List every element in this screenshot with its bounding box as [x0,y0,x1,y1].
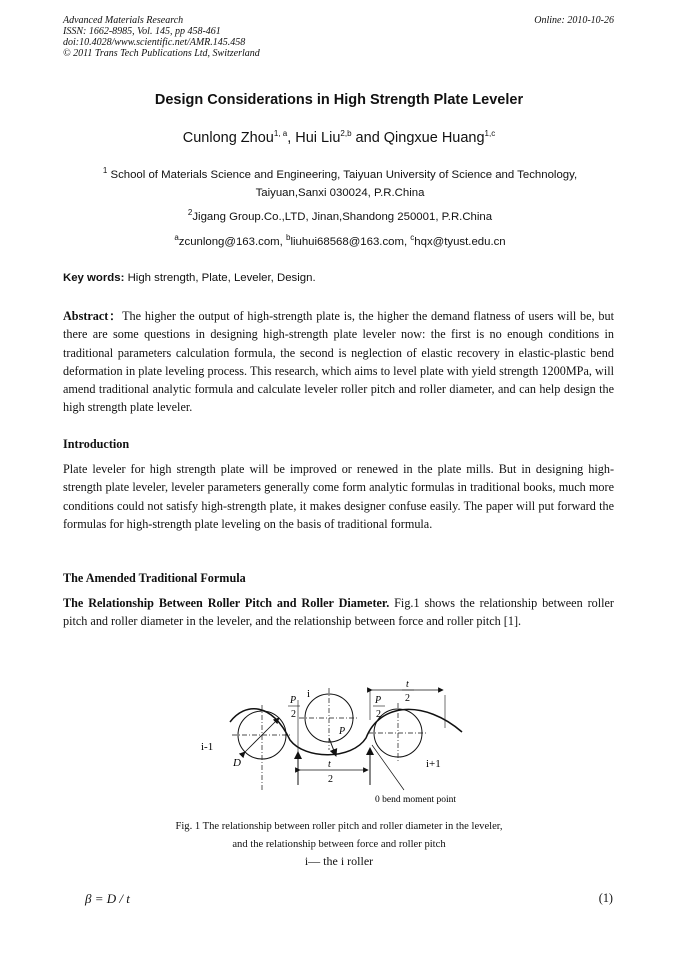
author-and: and [351,130,384,146]
abstract [63,307,614,417]
label-p-center: P [339,726,346,737]
label-i-plus-1: i+1 [426,758,441,770]
author-2-affil: 2,b [340,129,352,139]
label-t-top: t [406,679,409,690]
abstract-text: The higher the output of high-strength plate is, the higher the demand flatness of users will be, but there are some questions in designing high-strength plate leveler now: the first is no enough conditions in traditional parameters calculation formula, the second is neglection of elastic recovery in elastic-plastic bend deformation in plate leveling process. This research, which aims to level plate with yield strength 1200MPa, will amend traditional analytic formula and calculate leveler roller pitch and roller diameter, and can help design the high strength plate leveler. [63,309,614,415]
author-3: Qingxue Huang [383,130,485,146]
equation-number: (1) [598,891,613,905]
author-3-affil: 1,c [484,129,496,139]
label-p-left: P [290,695,297,706]
journal-header [63,15,260,59]
label-2-left: 2 [291,709,296,720]
label-bend-moment: 0 bend moment point [375,795,457,805]
online-date: Online: 2010-10-26 [534,15,614,26]
label-2-top: 2 [405,693,410,704]
author-list: Cunlong Zhou$^{1, a}$, Hui Liu$^{2,b}$ and Qingxue Huang$^{1,c}$ [182,129,496,146]
label-p-right: P [375,695,382,706]
section-paragraph [63,594,614,631]
author-2: Hui Liu [295,130,341,146]
label-i-minus-1: i-1 [201,741,214,753]
paper-title: Design Considerations in High Strength Plate Leveler [154,92,524,108]
figure-1-leveler-diagram [180,675,480,810]
label-2-bottom: 2 [328,774,333,785]
figure-caption-line3: i— the i roller [304,854,374,868]
introduction-text: Plate leveler for high strength plate will be improved or renewed in the plate mills. But in designing high-strength plate leveler, leveler parameters generally come form analytic formulas in traditional books, much more conditions could not satisfy high-strength plate, it makes designer confuse easily. The paper will put forward the formulas for high-strength plate leveling on the basis of traditional formula. [63,462,614,531]
copyright: © 2011 Trans Tech Publications Ltd, Switzerland [63,48,260,59]
keywords [63,272,316,284]
doi: doi:10.4028/www.scientific.net/AMR.145.458 [63,37,246,48]
affiliation-1: $^1$ School of Materials Science and Engineering, Taiyuan University of Science and Technology, Taiyuan,Sanxi 030024, P.R.China [102,166,578,199]
introduction-heading: Introduction [63,437,130,451]
label-t-bottom: t [328,759,331,770]
keywords-text: High strength, Plate, Leveler, Design. [124,272,316,284]
label-i: i [307,688,311,700]
label-2-right: 2 [376,709,381,720]
author-1-affil: 1, a [273,129,288,139]
journal-name: Advanced Materials Research [63,15,184,26]
equation-1: β = D / t [85,891,130,906]
email-list: $^a$zcunlong@163.com, $^b$liuhui68568@163.com, $^c$hqx@tyust.edu.cn [174,233,506,248]
abstract-label: Abstract： [63,309,123,323]
figure-caption-line1: Fig. 1 The relationship between roller pitch and roller diameter in the leveler, [175,821,503,832]
section-text: Fig.1 shows the relationship between roller pitch and roller diameter in the leveler, and the relationship between force and roller pitch [1]. [63,596,614,629]
affiliation-2: $^2$Jigang Group.Co.,LTD, Jinan,Shandong 250001, P.R.China [187,208,493,223]
keywords-label: Key words: [63,272,125,284]
label-diameter: D [233,757,241,769]
author-1: Cunlong Zhou [182,130,274,146]
figure-caption-line2: and the relationship between force and roller pitch [232,839,446,850]
section-heading: The Amended Traditional Formula [63,571,246,585]
subheading: The Relationship Between Roller Pitch and Roller Diameter. [63,596,390,610]
issn: ISSN: 1662-8985, Vol. 145, pp 458-461 [63,26,221,37]
